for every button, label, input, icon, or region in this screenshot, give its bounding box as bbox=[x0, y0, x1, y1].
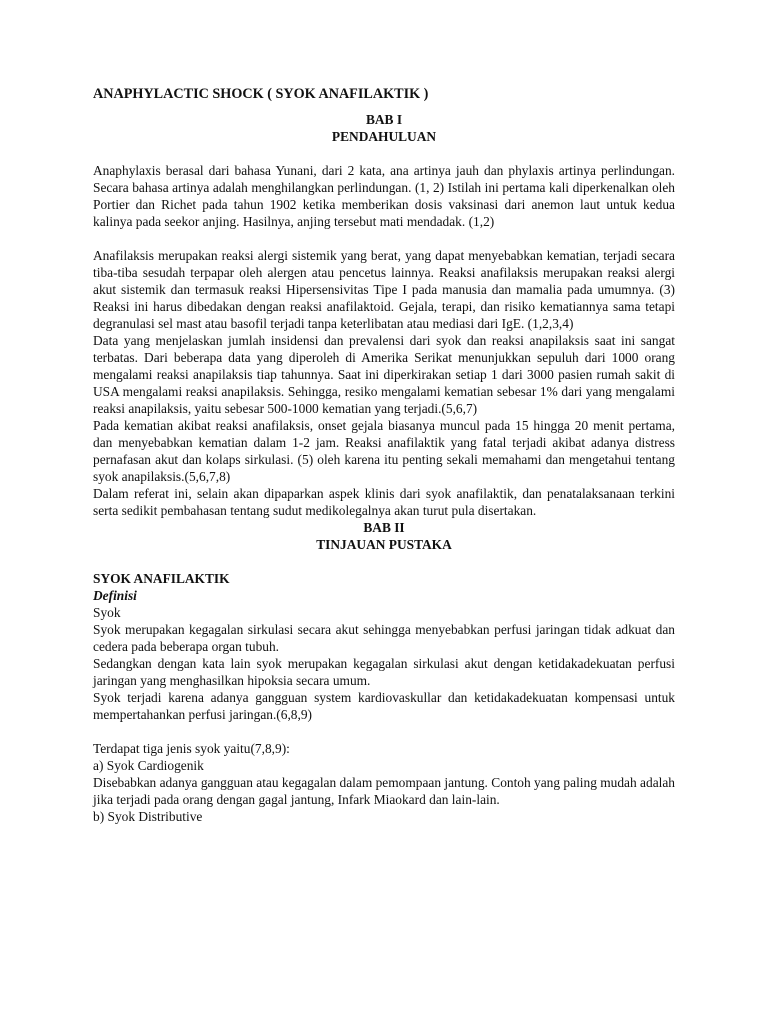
paragraph: Syok merupakan kegagalan sirkulasi secara akut sehingga menyebabkan perfusi jaringan tidak adkuat dan cedera pada beberapa organ tubuh. bbox=[93, 622, 675, 654]
paragraph: Sedangkan dengan kata lain syok merupakan kegagalan sirkulasi akut dengan ketidakadekuatan perfusi jaringan yang menghasilkan hipoksia secara umum. bbox=[93, 656, 675, 688]
chapter-heading-1: BAB I bbox=[365, 112, 403, 127]
list-item-label: b) Syok Distributive bbox=[93, 809, 203, 824]
paragraph: Anafilaksis merupakan reaksi alergi sistemik yang berat, yang dapat menyebabkan kematian, terjadi secara tiba-tiba sesudah terpapar oleh alergen atau pencetus lainnya. Reaksi anafilaksis merupakan reaksi alergi akut sistemik dan termasuk reaksi Hipersensivitas Tipe I pada manusia dan mamalia pada umumnya. (3) Reaksi ini harus dibedakan dengan reaksi anafilaktoid. Gejala, terapi, dan risiko kematiannya sama tetapi degranulasi sel mast atau basofil terjadi tanpa keterlibatan atau mediasi dari IgE. (1,2,3,4) bbox=[93, 248, 675, 331]
paragraph: Data yang menjelaskan jumlah insidensi dan prevalensi dari syok dan reaksi anapilaksis saat ini sangat terbatas. Dari beberapa data yang diperoleh di Amerika Serikat menunjukkan sepuluh dari 1000 orang mengalami reaksi anapilaksis tiap tahunnya. Saat ini diperkirakan setiap 1 dari 3000 pasien rumah sakit di USA mengalami reaksi anapilaksis. Sehingga, resiko mengalami kematian sebesar 1% dari yang mengalami reaksi anapilaksis, yaitu sebesar 500-1000 kematian yang terjadi.(5,6,7) bbox=[93, 333, 675, 416]
spacer bbox=[93, 230, 675, 247]
paragraph: Syok terjadi karena adanya gangguan system kardiovaskullar dan ketidakadekuatan kompensasi untuk mempertahankan perfusi jaringan.(6,8,9) bbox=[93, 690, 675, 722]
types-intro: Terdapat tiga jenis syok yaitu(7,8,9): bbox=[93, 741, 290, 756]
subsection-title: Definisi bbox=[93, 588, 137, 603]
document-page bbox=[93, 86, 675, 825]
paragraph: Anaphylaxis berasal dari bahasa Yunani, dari 2 kata, ana artinya jauh dan phylaxis artinya perlindungan. Secara bahasa artinya adalah menghilangkan perlindungan. (1, 2) Istilah ini pertama kali diperkenalkan oleh Portier dan Richet pada tahun 1902 ketika memberikan dosis vaksinasi dari anemon laut untuk kedua kalinya pada seekor anjing. Hasilnya, anjing tersebut mati mendadak. (1,2) bbox=[93, 163, 675, 229]
chapter-heading-2: BAB II bbox=[363, 520, 405, 535]
list-item-label: a) Syok Cardiogenik bbox=[93, 758, 204, 773]
document-title: ANAPHYLACTIC SHOCK ( SYOK ANAFILAKTIK ) bbox=[93, 86, 429, 102]
section-title: SYOK ANAFILAKTIK bbox=[93, 571, 230, 586]
chapter-subheading-1: PENDAHULUAN bbox=[331, 129, 437, 144]
paragraph: Pada kematian akibat reaksi anafilaksis, onset gejala biasanya muncul pada 15 hingga 20 menit pertama, dan menyebabkan kematian dalam 1-2 jam. Reaksi anafilaktik yang fatal terjadi akibat adanya distress pernafasan akut dan kolaps sirkulasi. (5) oleh karena itu penting sekali memahami dan mengetahui tentang syok anapilaksis.(5,6,7,8) bbox=[93, 418, 675, 484]
syok-label: Syok bbox=[93, 605, 121, 620]
paragraph: Disebabkan adanya gangguan atau kegagalan dalam pemompaan jantung. Contoh yang paling mudah adalah jika terjadi pada orang dengan gagal jantung, Infark Miaokard dan lain-lain. bbox=[93, 775, 675, 807]
chapter-subheading-2: TINJAUAN PUSTAKA bbox=[316, 537, 452, 552]
spacer bbox=[93, 553, 675, 570]
spacer bbox=[93, 145, 675, 162]
paragraph: Dalam referat ini, selain akan dipaparkan aspek klinis dari syok anafilaktik, dan penatalaksanaan terkini serta sedikit pembahasan tentang sudut medikolegalnya akan turut pula disertakan. bbox=[93, 486, 675, 518]
spacer bbox=[93, 723, 675, 740]
